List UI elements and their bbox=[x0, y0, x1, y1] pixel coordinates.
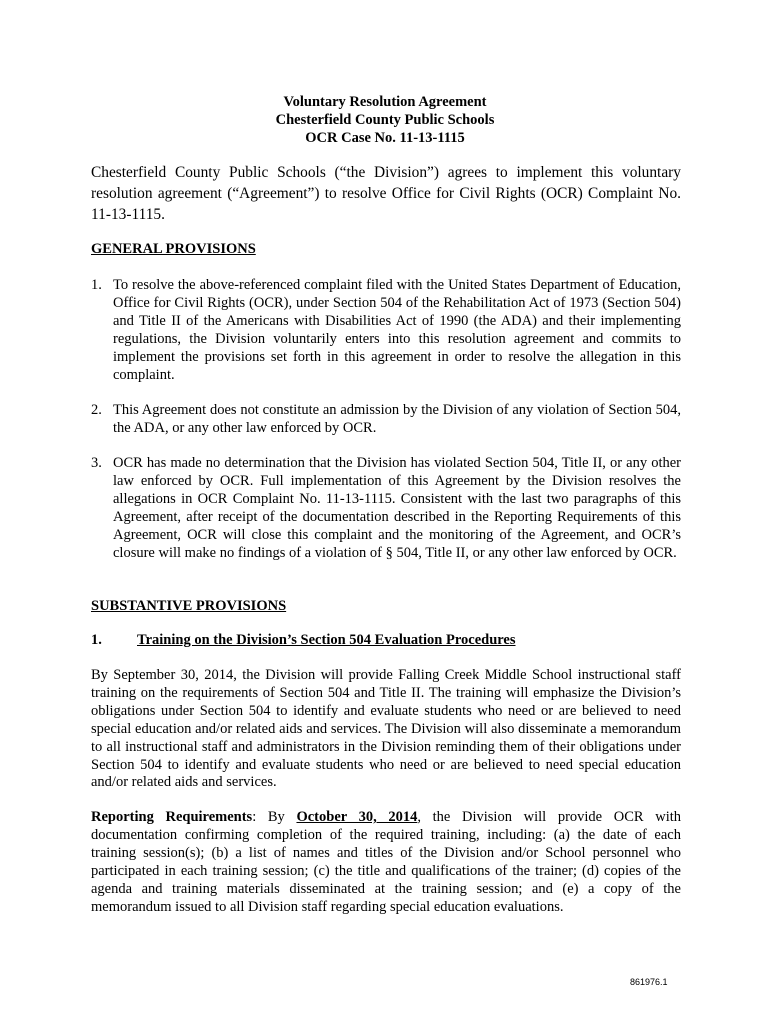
item-text: OCR has made no determination that the Division has violated Section 504, Title II, or any other law enforced by OCR. Full implementation of this Agreement by the Division resolves the allegations in OCR Complaint No. 11-13-1115. Consistent with the last two paragraphs of this Agreement, after receipt of the documentation described in the Reporting Requirements of this Agreement, OCR will close this complaint and the monitoring of the Agreement, and OCR’s closure will make no findings of a violation of § 504, Title II, or any other law enforced by OCR. bbox=[113, 455, 681, 561]
item-number: 2. bbox=[91, 402, 102, 418]
intro-paragraph: Chesterfield County Public Schools (“the Division”) agrees to implement this voluntary resolution agreement (“Agreement”) to resolve Office for Civil Rights (OCR) Complaint No. 11-13-1115. bbox=[91, 164, 681, 223]
title-line-agreement: Voluntary Resolution Agreement bbox=[283, 94, 487, 110]
reporting-deadline: October 30, 2014 bbox=[296, 809, 418, 825]
title-line-case-number: OCR Case No. 11-13-1115 bbox=[305, 130, 465, 146]
title-line-school-division: Chesterfield County Public Schools bbox=[275, 112, 495, 128]
general-provision-item-3 bbox=[91, 455, 681, 562]
item-text: This Agreement does not constitute an admission by the Division of any violation of Section 504, the ADA, or any other law enforced by OCR. bbox=[113, 402, 681, 436]
reporting-text: , the Division will provide OCR with documentation confirming completion of the required training, including: (a) the date of each training session(s); (b) a list of names and titles of the Division and/or School personnel who participated in each training session; (c) the title and qualifications of the trainer; (d) copies of the agenda and training materials disseminated at the training session; and (e) a copy of the memorandum issued to all Division staff regarding special education evaluations. bbox=[91, 809, 682, 915]
substantive-provisions-heading: SUBSTANTIVE PROVISIONS bbox=[91, 598, 287, 614]
section-title: Training on the Division’s Section 504 Evaluation Procedures bbox=[137, 632, 516, 648]
section-number: 1. bbox=[91, 632, 102, 648]
document-title bbox=[0, 93, 770, 147]
document-id-footer: 861976.1 bbox=[630, 977, 668, 987]
reporting-connector: : By bbox=[252, 809, 297, 825]
item-number: 3. bbox=[91, 455, 102, 471]
training-paragraph: By September 30, 2014, the Division will provide Falling Creek Middle School instructional staff training on the requirements of Section 504 and Title II. The training will emphasize the Division’s obligations under Section 504 to identify and evaluate students who need or are believed to need special education and/or related aids and services. The Division will also disseminate a memorandum to all instructional staff and administrators in the Division reminding them of their obligations under Section 504 to identify and evaluate students who need or are believed to need special education and/or related aids and services. bbox=[91, 667, 681, 791]
reporting-label: Reporting Requirements bbox=[91, 809, 253, 825]
general-provisions-heading: GENERAL PROVISIONS bbox=[91, 241, 256, 257]
reporting-requirements-paragraph bbox=[91, 809, 681, 916]
item-text: To resolve the above-referenced complaint filed with the United States Department of Education, Office for Civil Rights (OCR), under Section 504 of the Rehabilitation Act of 1973 (Section 504) and Title II of the Americans with Disabilities Act of 1990 (the ADA) and their implementing regulations, the Division voluntarily enters into this resolution agreement and commits to implement the provisions set forth in this agreement in order to resolve the allegation in this complaint. bbox=[113, 277, 681, 383]
item-number: 1. bbox=[91, 277, 102, 293]
general-provision-item-2 bbox=[91, 402, 681, 438]
general-provision-item-1 bbox=[91, 277, 681, 384]
